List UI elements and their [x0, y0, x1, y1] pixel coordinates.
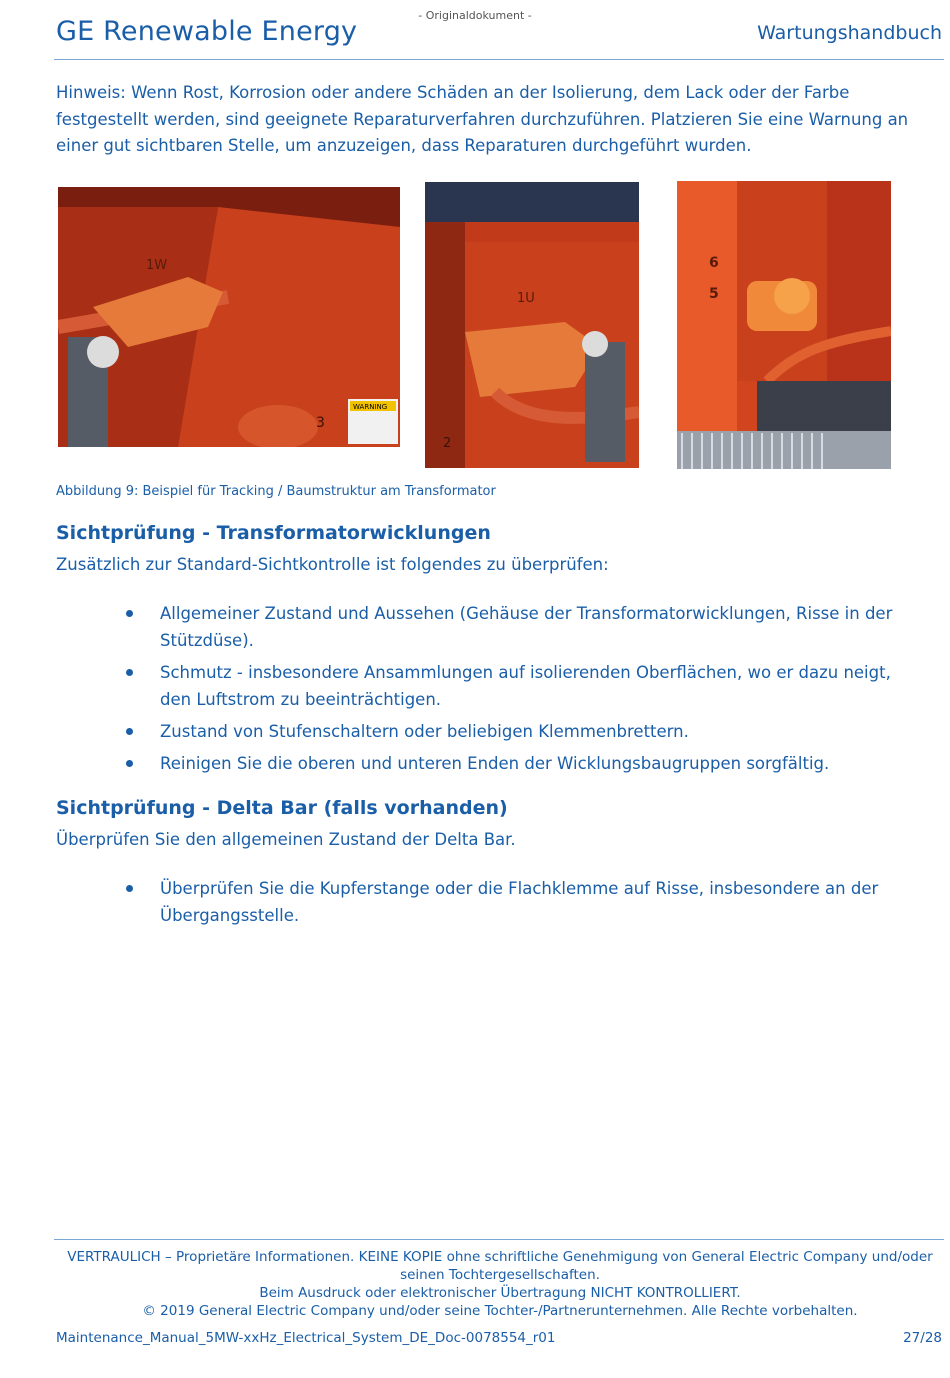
list-item: Überprüfen Sie die Kupferstange oder die Flachklemme auf Risse, insbesondere an der Übergangsstelle. — [120, 875, 910, 929]
footer-line-confidential: VERTRAULICH – Proprietäre Informationen. KEINE KOPIE ohne schriftliche Genehmigung von General Electric Company und/oder seinen Tochtergesellschaften. — [67, 1249, 933, 1283]
document-id: Maintenance_Manual_5MW-xxHz_Electrical_System_DE_Doc-0078554_r01 — [56, 1330, 556, 1346]
figure-caption: Abbildung 9: Beispiel für Tracking / Baumstruktur am Transformator — [56, 484, 496, 499]
list-item: Schmutz - insbesondere Ansammlungen auf isolierenden Oberflächen, wo er dazu neigt, den Luftstrom zu beeinträchtigen. — [120, 659, 910, 713]
section-intro-windings: Zusätzlich zur Standard-Sichtkontrolle ist folgendes zu überprüfen: — [56, 555, 609, 574]
brand-title: GE Renewable Energy — [56, 16, 358, 47]
photo2-label-number: 2 — [443, 436, 452, 451]
page-number: 27/28 — [903, 1330, 942, 1346]
bullet-dot — [126, 728, 133, 735]
list-item: Zustand von Stufenschaltern oder beliebigen Klemmenbrettern. — [120, 718, 910, 745]
footer-line-uncontrolled: Beim Ausdruck oder elektronischer Übertragung NICHT KONTROLLIERT. — [259, 1285, 741, 1301]
section-heading-delta-bar: Sichtprüfung - Delta Bar (falls vorhanden) — [56, 797, 508, 819]
footer-divider — [54, 1239, 944, 1240]
transformer-photo-2 — [425, 182, 639, 468]
bullet-dot — [126, 760, 133, 767]
transformer-photo-3 — [677, 181, 891, 469]
bullet-list-delta-bar — [120, 875, 910, 934]
confidentiality-notice — [60, 1248, 940, 1320]
photo3-label-bottom: 5 — [709, 286, 719, 302]
document-type: Wartungshandbuch — [757, 22, 942, 44]
header-divider — [54, 59, 944, 60]
original-document-note: - Originaldokument - — [418, 9, 532, 22]
footer-line-copyright: © 2019 General Electric Company und/oder seine Tochter-/Partnerunternehmen. Alle Rechte vorbehalten. — [142, 1303, 858, 1319]
transformer-photo-1 — [58, 187, 400, 447]
section-intro-delta-bar: Überprüfen Sie den allgemeinen Zustand der Delta Bar. — [56, 830, 516, 849]
hint-paragraph: Hinweis: Wenn Rost, Korrosion oder andere Schäden an der Isolierung, dem Lack oder der Farbe festgestellt werden, sind geeignete Reparaturverfahren durchzuführen. Platzieren Sie eine Warnung an einer gut sichtbaren Stelle, um anzuzeigen, dass Reparaturen durchgeführt wurden. — [56, 83, 909, 155]
bullet-dot — [126, 885, 133, 892]
photo1-label-number: 3 — [316, 415, 325, 431]
list-item: Allgemeiner Zustand und Aussehen (Gehäuse der Transformatorwicklungen, Risse in der Stützdüse). — [120, 600, 910, 654]
bullet-dot — [126, 610, 133, 617]
bullet-dot — [126, 669, 133, 676]
photo3-label-top: 6 — [709, 255, 719, 271]
bullet-list-windings — [120, 600, 910, 782]
warning-sticker-text: WARNING — [353, 403, 388, 411]
photo2-label-phase: 1U — [517, 291, 535, 306]
photo1-label-phase: 1W — [146, 258, 168, 273]
list-item: Reinigen Sie die oberen und unteren Enden der Wicklungsbaugruppen sorgfältig. — [120, 750, 910, 777]
section-heading-windings: Sichtprüfung - Transformatorwicklungen — [56, 522, 491, 544]
